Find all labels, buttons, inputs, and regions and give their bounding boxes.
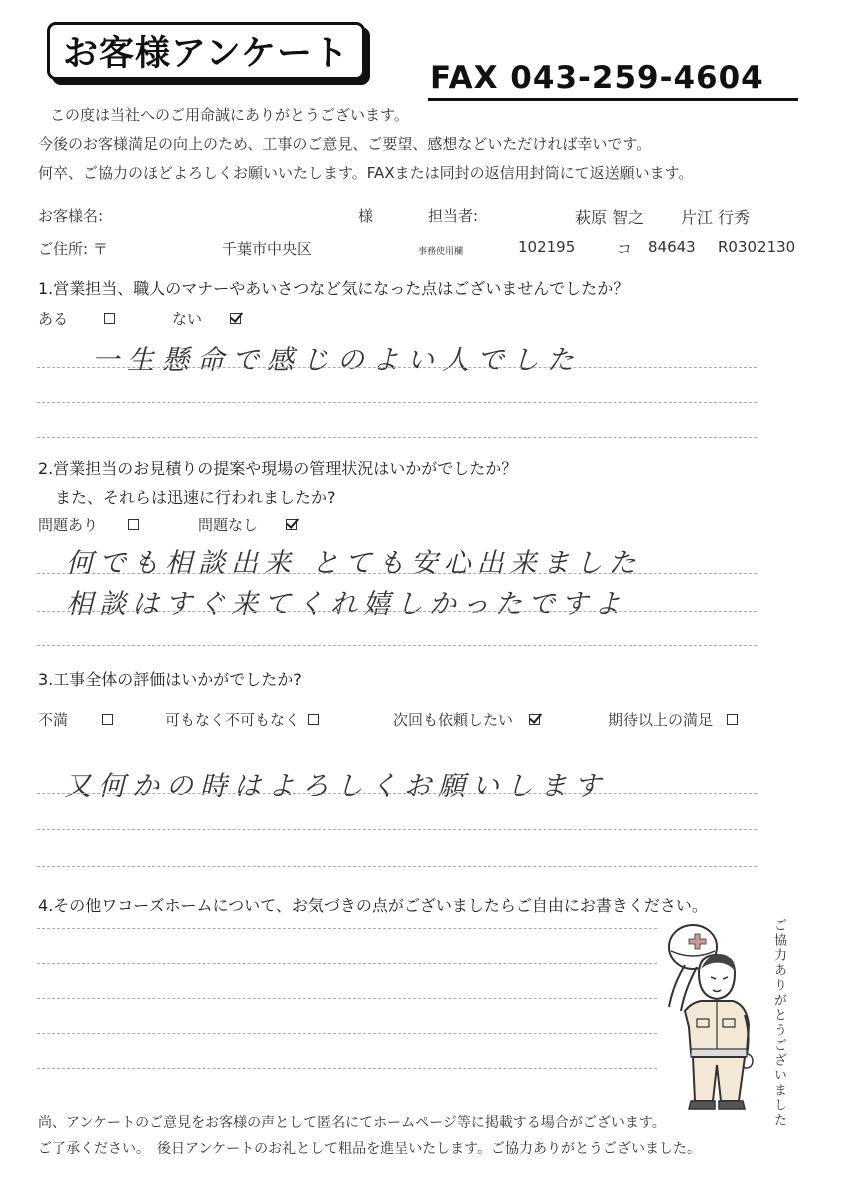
office-use-label: 事務使用欄	[418, 247, 464, 257]
intro-line-3: 何卒、ご協力のほどよろしくお願いいたします。FAXまたは同封の返信用封筒にて返送願います。	[38, 164, 694, 182]
q3-request-again-checkbox[interactable]	[529, 714, 540, 725]
q1-option-nai-label: ない	[172, 310, 203, 328]
office-code-2: コ	[617, 240, 633, 258]
address-label: ご住所: 〒	[38, 240, 108, 258]
honorific: 様	[358, 207, 374, 225]
q3-option-neutral-label: 可もなく不可もなく	[165, 711, 301, 729]
address-city: 千葉市中央区	[222, 240, 313, 258]
intro-line-1: この度は当社へのご用命誠にありがとうございます。	[50, 106, 409, 124]
thanks-vertical-text: ご協力ありがとうございました	[771, 918, 786, 1128]
q2-option-issues[interactable]	[38, 514, 139, 535]
question-2-line-1: 2.営業担当のお見積りの提案や現場の管理状況はいかがでしたか？	[38, 459, 518, 478]
q3-option-unsatisfied[interactable]	[38, 709, 113, 730]
question-3: 3.工事全体の評価はいかがでしたか?	[38, 670, 302, 689]
footer-line-2: ご了承ください。 後日アンケートのお礼として粗品を進呈いたします。ご協力ありがとうございました。	[38, 1141, 702, 1157]
q3-option-exceeded[interactable]	[608, 709, 738, 730]
q3-option-neutral[interactable]	[165, 709, 319, 730]
office-code-3: 84643	[648, 238, 696, 256]
q1-option-aru-label: ある	[38, 310, 69, 328]
q1-option-nai[interactable]	[172, 308, 241, 329]
q3-option-request-again[interactable]	[393, 709, 540, 730]
page-title: お客様アンケート	[63, 34, 349, 74]
office-code-1: 102195	[518, 238, 576, 256]
staff-name-1: 萩原 智之	[575, 208, 645, 227]
answer-rule	[37, 998, 657, 999]
answer-rule	[37, 367, 757, 368]
fax-underline	[428, 98, 798, 101]
answer-rule	[37, 402, 757, 403]
question-1: 1.営業担当、職人のマナーやあいさつなど気になった点はございませんでしたか？	[38, 279, 630, 298]
q2-no-issues-checkbox[interactable]	[286, 519, 297, 530]
answer-rule	[37, 866, 757, 867]
q1-handwritten-answer: 一生懸命で感じのよい人でした	[92, 345, 582, 376]
answer-rule	[37, 1068, 657, 1069]
question-2-line-2: また、それらは迅速に行われましたか?	[55, 488, 336, 507]
q2-issues-checkbox[interactable]	[128, 519, 139, 530]
answer-rule	[37, 829, 757, 830]
staff-name-2: 片江 行秀	[681, 208, 751, 227]
worker-illustration-icon	[655, 915, 765, 1115]
q1-aru-checkbox[interactable]	[104, 313, 115, 324]
answer-rule	[37, 573, 757, 574]
staff-label: 担当者:	[428, 207, 479, 225]
fax-number: FAX 043-259-4604	[430, 60, 764, 96]
answer-rule	[37, 793, 757, 794]
answer-rule	[37, 1033, 657, 1034]
customer-name-label: お客様名:	[38, 207, 104, 225]
q3-neutral-checkbox[interactable]	[308, 714, 319, 725]
answer-rule	[37, 437, 757, 438]
answer-rule	[37, 928, 657, 929]
q3-option-request-again-label: 次回も依頼したい	[393, 711, 514, 729]
q2-handwritten-answer-1: 何でも相談出来 とても安心出来ました	[66, 548, 642, 579]
answer-rule	[37, 611, 757, 612]
office-code-4: R0302130	[718, 238, 796, 256]
q3-handwritten-answer: 又何かの時はよろしくお願いします	[64, 771, 608, 802]
intro-line-2: 今後のお客様満足の向上のため、工事のご意見、ご要望、感想などいただければ幸いです。	[38, 135, 652, 153]
answer-rule	[37, 963, 657, 964]
title-box	[47, 22, 365, 80]
answer-rule	[37, 645, 757, 646]
footer-line-1: 尚、アンケートのご意見をお客様の声として匿名にてホームページ等に掲載する場合がございます。	[38, 1115, 666, 1131]
q3-unsatisfied-checkbox[interactable]	[102, 714, 113, 725]
q2-handwritten-answer-2: 相談はすぐ来てくれ嬉しかったですよ	[66, 589, 627, 620]
q2-option-no-issues-label: 問題なし	[198, 516, 259, 534]
q2-option-no-issues[interactable]	[198, 514, 297, 535]
question-4: 4.その他ワコーズホームについて、お気づきの点がございましたらご自由にお書きください。	[38, 896, 708, 915]
q2-option-issues-label: 問題あり	[38, 516, 99, 534]
q1-option-aru[interactable]	[38, 308, 115, 329]
q3-option-unsatisfied-label: 不満	[38, 711, 69, 729]
q3-exceeded-checkbox[interactable]	[727, 714, 738, 725]
q1-nai-checkbox[interactable]	[230, 313, 241, 324]
q3-option-exceeded-label: 期待以上の満足	[608, 711, 714, 729]
